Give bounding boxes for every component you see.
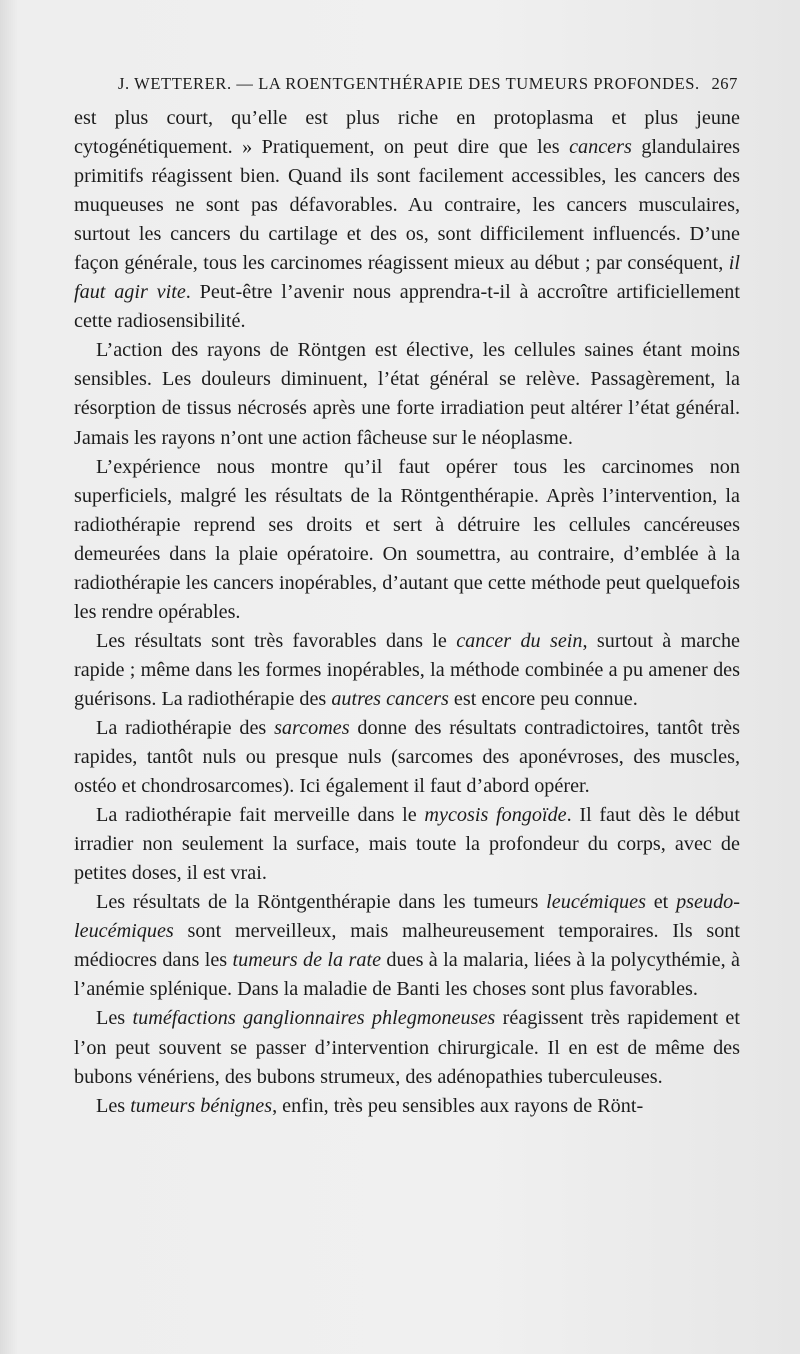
- paragraph: L’action des rayons de Röntgen est élective, les cellules saines étant moins sensibles. Les douleurs diminuent, l’état général se relève. Passagèrement, la résorption de tissus nécrosés après une forte irradiation peut altérer l’état général. Jamais les rayons n’ont une action fâcheuse sur le néoplasme.: [74, 339, 740, 449]
- text-run: La radiothérapie fait merveille dans le: [96, 804, 425, 827]
- page-number: 267: [711, 74, 738, 93]
- paragraph: [74, 627, 740, 714]
- italic-run: leucémiques: [546, 891, 646, 914]
- italic-run: pseudo-leucémiques: [74, 891, 740, 943]
- running-head-title: J. WETTERER. — LA ROENTGENTHÉRAPIE DES TUMEURS PROFONDES.: [118, 74, 700, 93]
- text-run: . Il faut dès le début irradier non seulement la surface, mais toute la profondeur du corps, avec de petites doses, il est vrai.: [74, 804, 741, 885]
- body-text: [74, 104, 740, 1121]
- text-run: est plus court, qu’elle est plus riche en protoplasma et plus jeune cytogénétiquement. » Pratiquement, on peut dire que les: [74, 107, 740, 159]
- text-run: est encore peu connue.: [448, 687, 638, 710]
- text-run: . Peut-être l’avenir nous apprendra-t-il à accroître artificiellement cette radiosensibilité.: [74, 281, 741, 333]
- italic-run: autres cancers: [331, 687, 449, 710]
- text-run: Les résultats sont très favorables dans le: [96, 629, 457, 652]
- italic-run: tumeurs bénignes: [130, 1094, 273, 1117]
- paragraph: [74, 1004, 740, 1091]
- text-run: dues à la malaria, liées à la polycythémie, à l’anémie splénique. Dans la maladie de Banti les choses sont plus favorables.: [74, 949, 741, 1001]
- text-run: , surtout à marche rapide ; même dans les formes inopérables, la méthode combinée a pu amener des guérisons. La radiothérapie des: [74, 629, 740, 710]
- italic-run: mycosis fongoïde: [424, 804, 567, 827]
- paragraph: [74, 714, 740, 801]
- paragraph: [74, 801, 740, 888]
- italic-run: cancer du sein: [456, 629, 583, 652]
- text-run: Les: [96, 1094, 131, 1117]
- text-run: réagissent très rapidement et l’on peut souvent se passer d’intervention chirurgicale. Il en est de même des bubons vénériens, des bubons strumeux, des adénopathies tuberculeuses.: [74, 1007, 740, 1088]
- text-run: , enfin, très peu sensibles aux rayons de Rönt-: [272, 1094, 644, 1117]
- paragraph: [74, 1092, 740, 1121]
- paragraph: [74, 888, 740, 1004]
- paragraph: L’expérience nous montre qu’il faut opérer tous les carcinomes non superficiels, malgré les résultats de la Röntgenthérapie. Après l’intervention, la radiothérapie reprend ses droits et sert à détruire les cellules cancéreuses demeurées dans la plaie opératoire. On soumettra, au contraire, d’emblée à la radiothérapie les cancers inopérables, d’autant que cette méthode peut quelquefois les rendre opérables.: [74, 455, 740, 623]
- italic-run: tuméfactions ganglionnaires phlegmoneuses: [132, 1007, 496, 1030]
- text-run: Les: [96, 1007, 133, 1030]
- paragraph: [74, 104, 740, 336]
- italic-run: sarcomes: [274, 716, 350, 739]
- text-run: et: [645, 891, 677, 914]
- italic-run: il faut agir vite: [74, 252, 740, 304]
- italic-run: tumeurs de la rate: [232, 949, 382, 972]
- text-run: donne des résultats contradictoires, tantôt très rapides, tantôt nuls ou presque nuls (sarcomes des aponévroses, des muscles, ostéo et chondrosarcomes). Ici également il faut d’abord opérer.: [74, 716, 740, 798]
- text-run: glandulaires primitifs réagissent bien. Quand ils sont facilement accessibles, les cancers des muqueuses ne sont pas défavorables. Au contraire, les cancers musculaires, surtout les cancers du cartilage et des os, sont difficilement influencés. D’une façon générale, tous les carcinomes réagissent mieux au début ; par conséquent,: [74, 136, 740, 275]
- text-run: Les résultats de la Röntgenthérapie dans les tumeurs: [96, 891, 547, 914]
- text-run: sont merveilleux, mais malheureusement temporaires. Ils sont médiocres dans les: [74, 920, 740, 972]
- text-run: La radiothérapie des: [96, 716, 275, 739]
- italic-run: cancers: [569, 136, 632, 159]
- running-head: [118, 74, 738, 100]
